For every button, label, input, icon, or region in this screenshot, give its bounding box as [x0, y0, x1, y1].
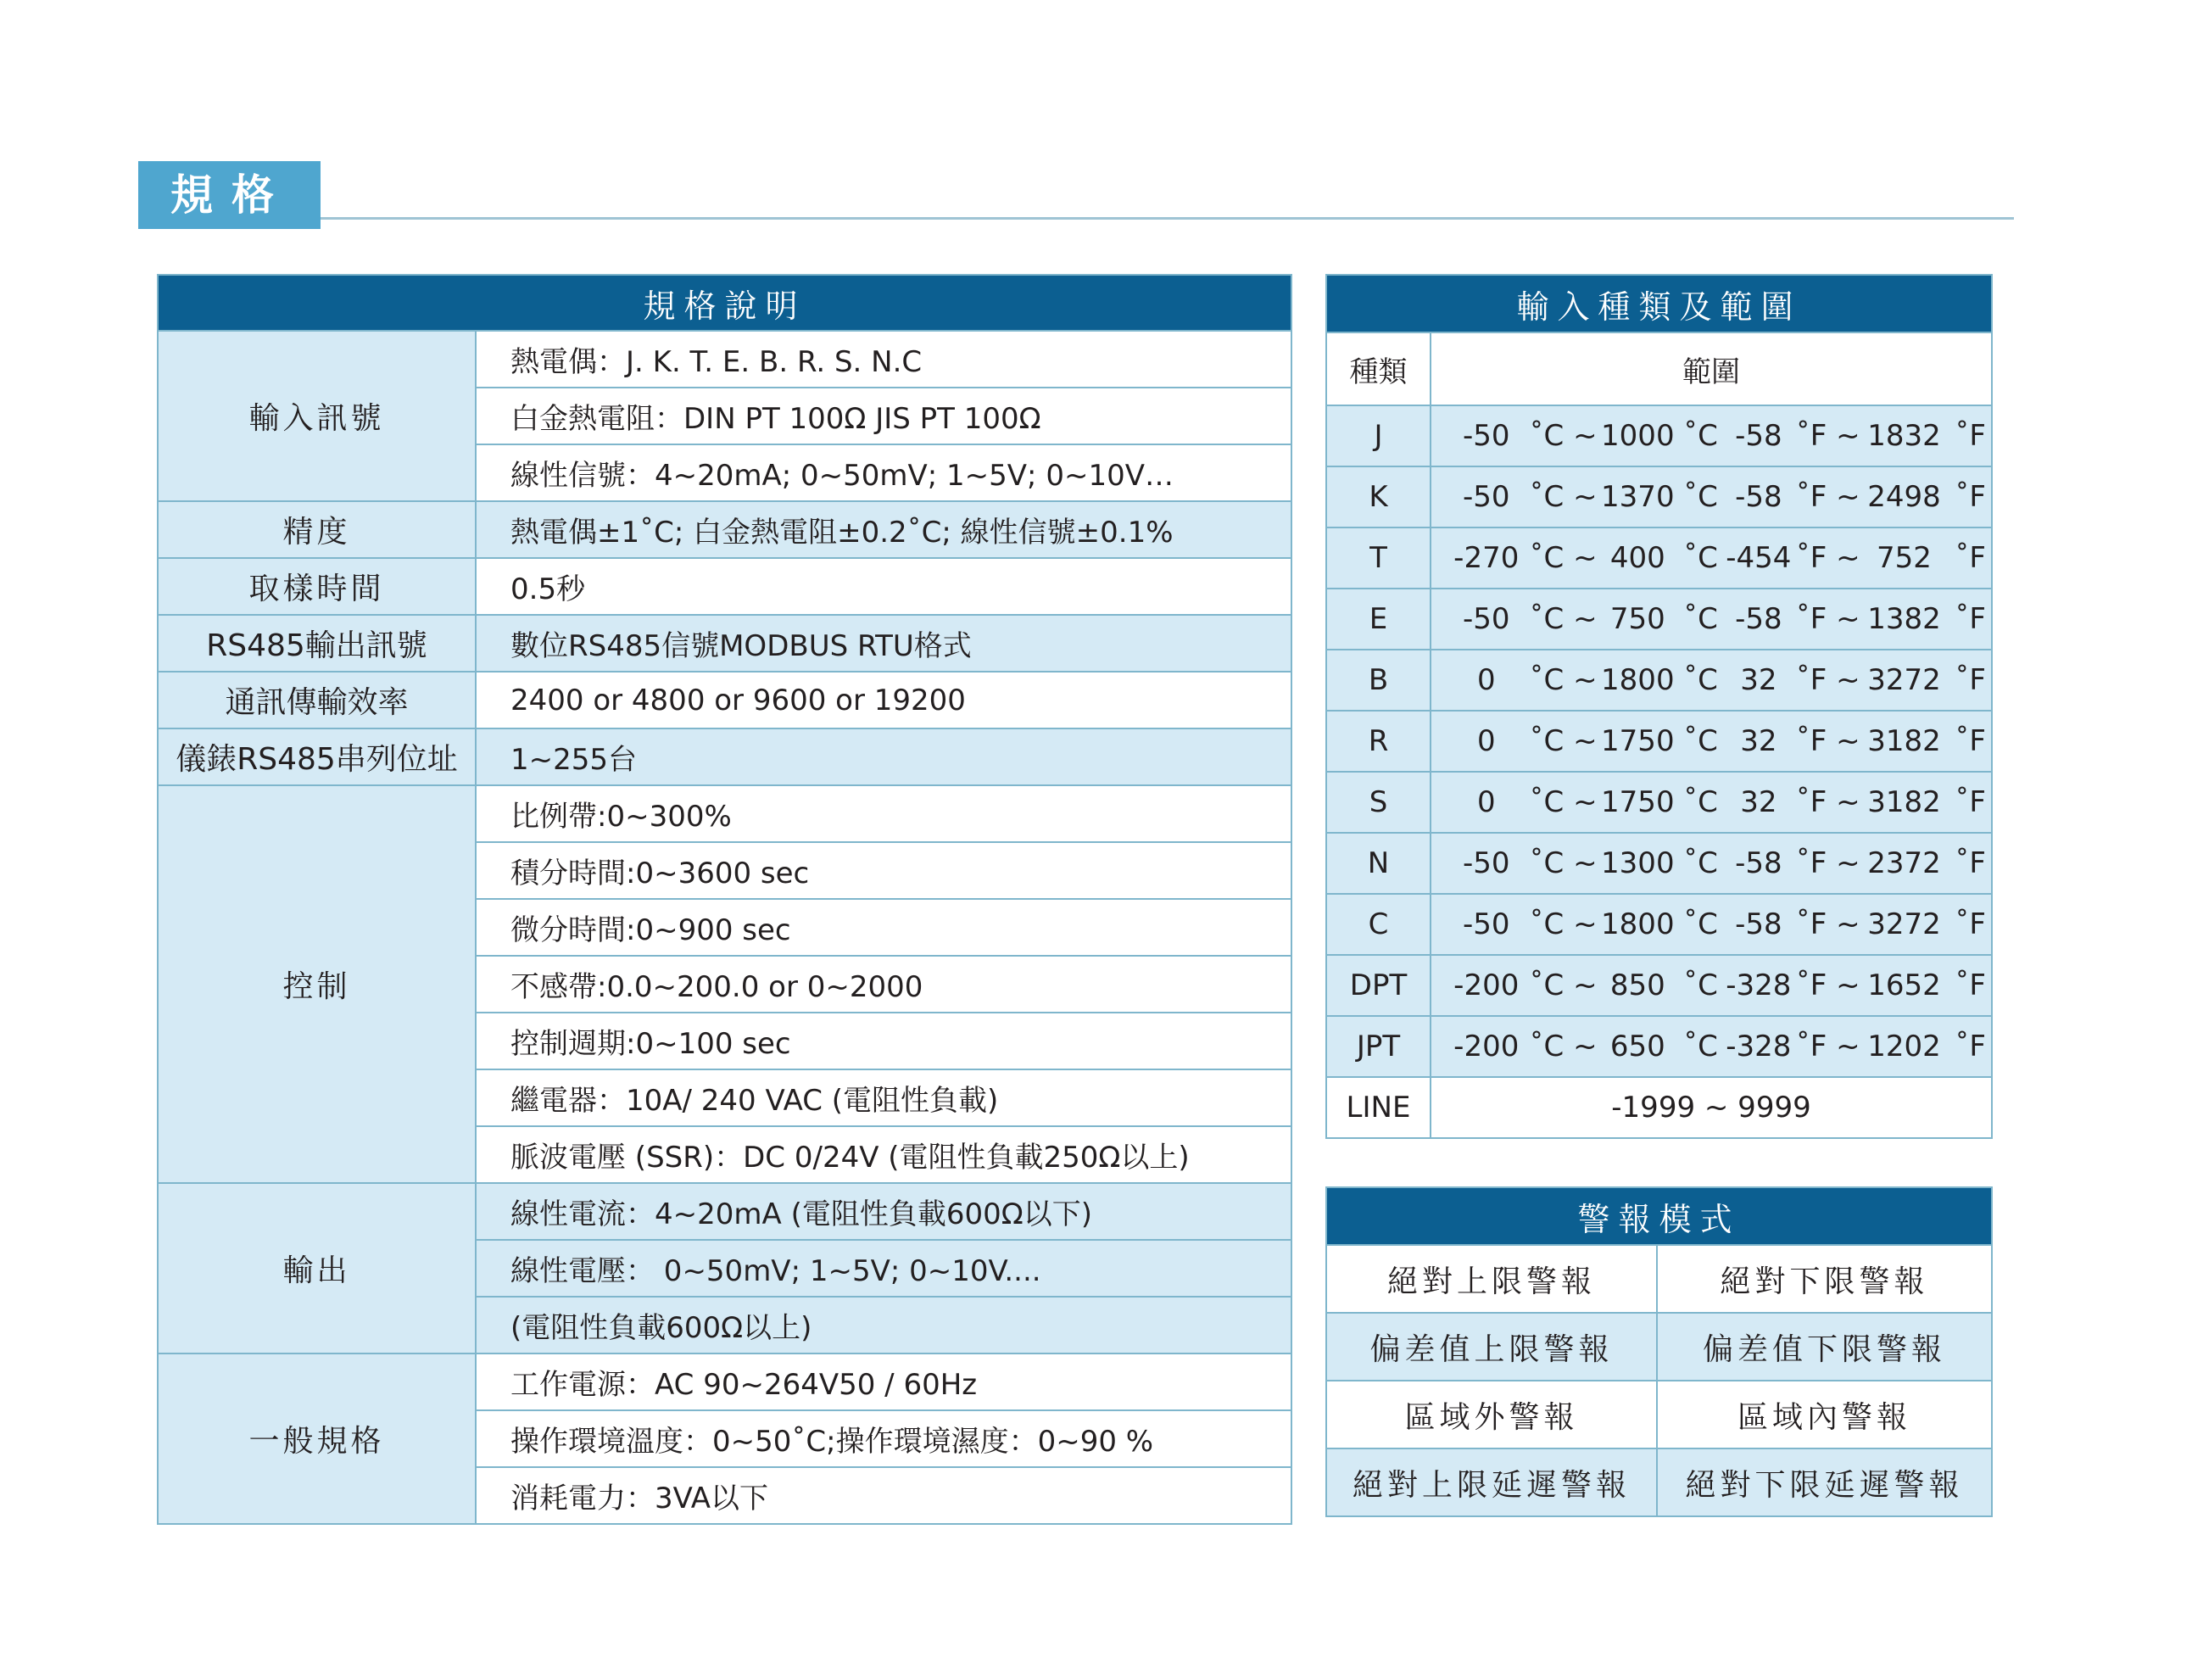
celsius-unit: ˚C ~: [1529, 1030, 1598, 1063]
fahrenheit-max: 1652: [1867, 968, 1941, 1002]
fahrenheit-unit: ˚F ~: [1795, 480, 1860, 514]
spec-value: 控制週期:0~100 sec: [476, 1013, 1291, 1069]
fahrenheit-unit: ˚F: [1955, 785, 1986, 819]
celsius-unit: ˚C: [1683, 846, 1718, 880]
spec-value: 熱電偶±1˚C; 白金熱電阻±0.2˚C; 線性信號±0.1%: [476, 501, 1291, 558]
input-range-cell: [1431, 772, 1992, 833]
spec-value: 白金熱電阻：DIN PT 100Ω JIS PT 100Ω: [476, 388, 1291, 444]
fahrenheit-unit: ˚F ~: [1795, 785, 1860, 819]
input-range-row: [1326, 527, 1992, 589]
fahrenheit-max: 1202: [1867, 1030, 1941, 1063]
input-range-cell: -1999 ~ 9999: [1431, 1077, 1992, 1138]
input-type-cell: S: [1326, 772, 1431, 833]
celsius-unit: ˚C: [1683, 1030, 1718, 1063]
celsius-max: 1750: [1601, 785, 1675, 819]
celsius-min: -50: [1462, 602, 1510, 636]
celsius-unit: ˚C ~: [1529, 724, 1598, 758]
fahrenheit-min: -58: [1735, 480, 1782, 514]
celsius-max: 650: [1609, 1030, 1665, 1063]
input-range-cell: [1431, 527, 1992, 589]
input-range-row: [1326, 833, 1992, 894]
input-range-cell: [1431, 650, 1992, 711]
spec-category-output: 輸出: [158, 1183, 476, 1353]
input-type-cell: T: [1326, 527, 1431, 589]
celsius-min: 0: [1476, 785, 1496, 819]
celsius-unit: ˚C: [1683, 968, 1718, 1002]
input-range-cell: [1431, 833, 1992, 894]
spec-category-input-signal: 輸入訊號: [158, 331, 476, 501]
fahrenheit-unit: ˚F ~: [1795, 541, 1860, 575]
input-range-row: [1326, 772, 1992, 833]
fahrenheit-max: 3182: [1867, 785, 1941, 819]
celsius-unit: ˚C ~: [1529, 419, 1598, 453]
input-range-cell: [1431, 589, 1992, 650]
fahrenheit-unit: ˚F: [1955, 846, 1986, 880]
section-header: [138, 161, 2014, 229]
input-type-cell: DPT: [1326, 955, 1431, 1016]
range-values: [1431, 589, 1991, 649]
celsius-unit: ˚C: [1683, 602, 1718, 636]
spec-category-sampling-time: 取樣時間: [158, 558, 476, 615]
fahrenheit-unit: ˚F: [1955, 663, 1986, 697]
section-divider: [321, 217, 2014, 220]
fahrenheit-min: 32: [1740, 724, 1777, 758]
alarm-mode-header: 警報模式: [1326, 1187, 1992, 1245]
fahrenheit-unit: ˚F: [1955, 480, 1986, 514]
celsius-unit: ˚C: [1683, 480, 1718, 514]
spec-value: 工作電源：AC 90~264V50 / 60Hz: [476, 1353, 1291, 1410]
input-range-row: [1326, 711, 1992, 772]
input-type-cell: K: [1326, 466, 1431, 527]
column-header-range: 範圍: [1431, 332, 1992, 405]
alarm-mode-item: 區域內警報: [1657, 1381, 1992, 1448]
spec-value: 微分時間:0~900 sec: [476, 899, 1291, 956]
celsius-min: -270: [1453, 541, 1520, 575]
celsius-min: -50: [1462, 480, 1510, 514]
spec-value: 1~255台: [476, 728, 1291, 785]
celsius-unit: ˚C: [1683, 419, 1718, 453]
celsius-unit: ˚C ~: [1529, 846, 1598, 880]
fahrenheit-max: 2372: [1867, 846, 1941, 880]
input-range-cell: [1431, 466, 1992, 527]
fahrenheit-max: 1382: [1867, 602, 1941, 636]
fahrenheit-max: 3182: [1867, 724, 1941, 758]
range-values: [1431, 773, 1991, 832]
range-values: [1431, 650, 1991, 710]
alarm-mode-item: 絕對上限警報: [1326, 1245, 1657, 1313]
fahrenheit-min: -58: [1735, 846, 1782, 880]
celsius-min: -200: [1453, 968, 1520, 1002]
celsius-unit: ˚C: [1683, 541, 1718, 575]
spec-value: 0.5秒: [476, 558, 1291, 615]
range-values: [1431, 1017, 1991, 1076]
fahrenheit-max: 1832: [1867, 419, 1941, 453]
column-header-type: 種類: [1326, 332, 1431, 405]
spec-value: 線性信號：4~20mA; 0~50mV; 1~5V; 0~10V…: [476, 444, 1291, 501]
input-range-row: [1326, 955, 1992, 1016]
range-values: [1431, 895, 1991, 954]
fahrenheit-unit: ˚F: [1955, 419, 1986, 453]
fahrenheit-unit: ˚F: [1955, 541, 1986, 575]
range-values: [1431, 712, 1991, 771]
range-values: [1431, 956, 1991, 1015]
celsius-unit: ˚C ~: [1529, 907, 1598, 941]
input-range-header: 輸入種類及範圍: [1326, 275, 1992, 332]
fahrenheit-min: -58: [1735, 602, 1782, 636]
spec-value: 操作環境溫度：0~50˚C;操作環境濕度：0~90 %: [476, 1410, 1291, 1467]
spec-value: 2400 or 4800 or 9600 or 19200: [476, 672, 1291, 728]
input-type-cell: C: [1326, 894, 1431, 955]
fahrenheit-unit: ˚F: [1955, 602, 1986, 636]
spec-value: 不感帶:0.0~200.0 or 0~2000: [476, 956, 1291, 1013]
input-range-cell: [1431, 955, 1992, 1016]
fahrenheit-max: 3272: [1867, 907, 1941, 941]
celsius-max: 400: [1609, 541, 1665, 575]
fahrenheit-unit: ˚F ~: [1795, 846, 1860, 880]
spec-table: [157, 274, 1292, 1525]
spec-category-control: 控制: [158, 785, 476, 1183]
celsius-max: 1000: [1601, 419, 1675, 453]
alarm-mode-item: 偏差值下限警報: [1657, 1313, 1992, 1381]
fahrenheit-unit: ˚F ~: [1795, 602, 1860, 636]
fahrenheit-min: -58: [1735, 907, 1782, 941]
fahrenheit-min: 32: [1740, 663, 1777, 697]
input-type-cell: JPT: [1326, 1016, 1431, 1077]
input-type-cell: J: [1326, 405, 1431, 466]
spec-category-accuracy: 精度: [158, 501, 476, 558]
input-range-row: [1326, 650, 1992, 711]
spec-value: (電阻性負載600Ω以上): [476, 1297, 1291, 1353]
fahrenheit-unit: ˚F ~: [1795, 907, 1860, 941]
celsius-unit: ˚C ~: [1529, 663, 1598, 697]
celsius-min: 0: [1476, 724, 1496, 758]
fahrenheit-min: -454: [1726, 541, 1792, 575]
fahrenheit-unit: ˚F ~: [1795, 724, 1860, 758]
celsius-max: 1800: [1601, 663, 1675, 697]
input-range-cell: [1431, 711, 1992, 772]
section-title: 規格: [138, 161, 321, 229]
spec-value: 脈波電壓 (SSR)：DC 0/24V (電阻性負載250Ω以上): [476, 1126, 1291, 1183]
input-range-row: [1326, 405, 1992, 466]
alarm-mode-item: 絕對下限延遲警報: [1657, 1448, 1992, 1516]
input-type-cell: LINE: [1326, 1077, 1431, 1138]
fahrenheit-unit: ˚F: [1955, 724, 1986, 758]
spec-value: 比例帶:0~300%: [476, 785, 1291, 842]
celsius-unit: ˚C: [1683, 785, 1718, 819]
input-range-cell: [1431, 405, 1992, 466]
celsius-unit: ˚C ~: [1529, 480, 1598, 514]
fahrenheit-unit: ˚F: [1955, 968, 1986, 1002]
input-type-cell: N: [1326, 833, 1431, 894]
spec-value: 消耗電力：3VA以下: [476, 1467, 1291, 1524]
celsius-unit: ˚C ~: [1529, 785, 1598, 819]
fahrenheit-unit: ˚F ~: [1795, 1030, 1860, 1063]
celsius-max: 1800: [1601, 907, 1675, 941]
input-range-row: [1326, 1016, 1992, 1077]
fahrenheit-unit: ˚F: [1955, 907, 1986, 941]
spec-table-header: 規格說明: [158, 275, 1291, 331]
input-range-row: [1326, 466, 1992, 527]
spec-value: 繼電器：10A/ 240 VAC (電阻性負載): [476, 1069, 1291, 1126]
fahrenheit-min: -58: [1735, 419, 1782, 453]
range-values: [1431, 834, 1991, 893]
input-range-row-linear: [1326, 1077, 1992, 1138]
celsius-min: -50: [1462, 907, 1510, 941]
celsius-unit: ˚C ~: [1529, 541, 1598, 575]
alarm-mode-item: 絕對上限延遲警報: [1326, 1448, 1657, 1516]
fahrenheit-max: 752: [1877, 541, 1932, 575]
input-range-row: [1326, 894, 1992, 955]
input-range-table: [1325, 274, 1993, 1139]
input-range-cell: [1431, 894, 1992, 955]
alarm-mode-item: 偏差值上限警報: [1326, 1313, 1657, 1381]
input-type-cell: B: [1326, 650, 1431, 711]
celsius-unit: ˚C: [1683, 663, 1718, 697]
spec-category-baud-rate: 通訊傳輸效率: [158, 672, 476, 728]
input-type-cell: R: [1326, 711, 1431, 772]
alarm-mode-table: [1325, 1186, 1993, 1517]
celsius-max: 850: [1609, 968, 1665, 1002]
input-range-row: [1326, 589, 1992, 650]
fahrenheit-unit: ˚F ~: [1795, 663, 1860, 697]
spec-category-rs485-address: 儀錶RS485串列位址: [158, 728, 476, 785]
alarm-mode-item: 絕對下限警報: [1657, 1245, 1992, 1313]
fahrenheit-min: -328: [1726, 1030, 1792, 1063]
celsius-min: -50: [1462, 846, 1510, 880]
celsius-unit: ˚C ~: [1529, 968, 1598, 1002]
celsius-min: 0: [1476, 663, 1496, 697]
spec-category-general: 一般規格: [158, 1353, 476, 1524]
spec-category-rs485-output: RS485輸出訊號: [158, 615, 476, 672]
range-values: [1431, 406, 1991, 466]
alarm-mode-item: 區域外警報: [1326, 1381, 1657, 1448]
fahrenheit-unit: ˚F ~: [1795, 419, 1860, 453]
spec-value: 熱電偶：J. K. T. E. B. R. S. N.C: [476, 331, 1291, 388]
celsius-max: 750: [1609, 602, 1665, 636]
input-range-cell: [1431, 1016, 1992, 1077]
fahrenheit-unit: ˚F ~: [1795, 968, 1860, 1002]
celsius-unit: ˚C: [1683, 724, 1718, 758]
spec-value: 線性電流：4~20mA (電阻性負載600Ω以下): [476, 1183, 1291, 1240]
celsius-unit: ˚C ~: [1529, 602, 1598, 636]
range-values: [1431, 467, 1991, 527]
fahrenheit-min: -328: [1726, 968, 1792, 1002]
celsius-max: 1370: [1601, 480, 1675, 514]
spec-value: 數位RS485信號MODBUS RTU格式: [476, 615, 1291, 672]
fahrenheit-min: 32: [1740, 785, 1777, 819]
spec-value: 積分時間:0~3600 sec: [476, 842, 1291, 899]
celsius-min: -50: [1462, 419, 1510, 453]
celsius-unit: ˚C: [1683, 907, 1718, 941]
input-type-cell: E: [1326, 589, 1431, 650]
fahrenheit-max: 2498: [1867, 480, 1941, 514]
fahrenheit-max: 3272: [1867, 663, 1941, 697]
fahrenheit-unit: ˚F: [1955, 1030, 1986, 1063]
spec-value: 線性電壓： 0~50mV; 1~5V; 0~10V....: [476, 1240, 1291, 1297]
celsius-max: 1300: [1601, 846, 1675, 880]
celsius-max: 1750: [1601, 724, 1675, 758]
celsius-min: -200: [1453, 1030, 1520, 1063]
range-values: [1431, 528, 1991, 588]
